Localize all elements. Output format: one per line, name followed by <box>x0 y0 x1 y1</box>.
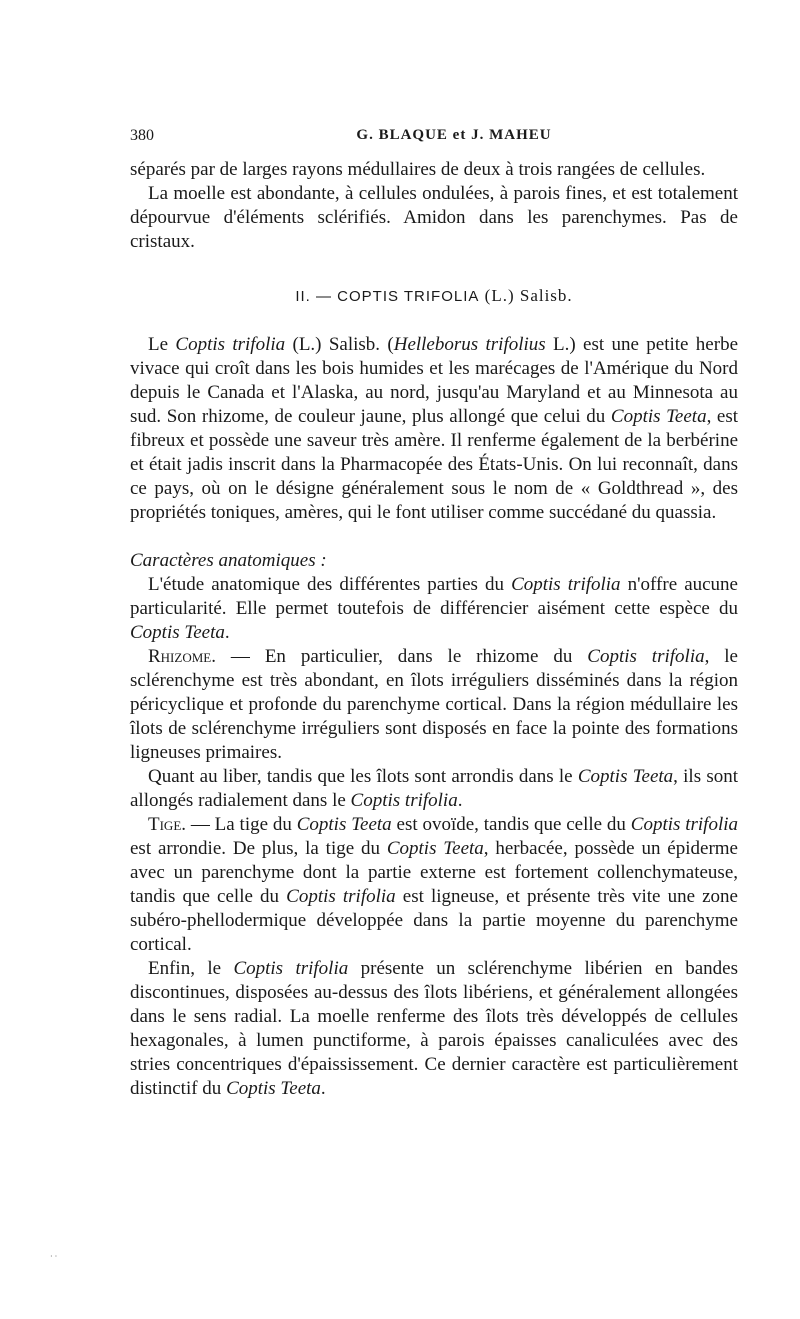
section-title: COPTIS TRIFOLIA <box>337 288 480 305</box>
section-authority: (L.) Salisb. <box>479 286 573 305</box>
rhizome-label: Rhizome. <box>148 646 216 667</box>
section-number: II. — <box>295 288 338 305</box>
paragraph-rhizome: Rhizome. — En particulier, dans le rhizome du Coptis trifolia, le sclérenchyme est très abondant, en îlots irréguliers disséminés dans la région péricyclique et profonde du parenchyme cortical. Dans la région médullaire les îlots de sclérenchyme irréguliers sont disposés en face la pointe des formations ligneuses primaires. <box>130 646 738 763</box>
paragraph-intro: Le Coptis trifolia (L.) Salisb. (Helleborus trifolius L.) est une petite herbe vivace qui croît dans les bois humides et les marécages de l'Amérique du Nord depuis le Canada et l'Alaska, au nord, jusqu'au Maryland et au Minnesota au sud. Son rhizome, de couleur jaune, plus allongé que celui du Coptis Teeta, est fibreux et possède une saveur très amère. Il renferme également de la berbérine et était jadis inscrit dans la Pharmacopée des États-Unis. On lui reconnaît, dans ce pays, où on le désigne généralement sous le nom de « Goldthread », des propriétés toniques, amères, qui le font utiliser comme succédané du quassia. <box>130 334 739 523</box>
running-head-authors: G. BLAQUE et J. MAHEU <box>356 127 552 143</box>
section-heading <box>130 284 738 309</box>
paragraph-anatomy: L'étude anatomique des différentes parties du Coptis trifolia n'offre aucune particularité. Elle permet toutefois de différencier aisément cette espèce du Coptis Teeta. <box>130 574 738 643</box>
paragraph-continuation: séparés par de larges rayons médullaires de deux à trois rangées de cellules. <box>130 159 706 180</box>
tige-label: Tige. <box>148 814 187 835</box>
subheading-anatomy: Caractères anatomiques : <box>130 550 327 571</box>
running-head <box>130 127 738 149</box>
body-text <box>130 158 738 1101</box>
scan-specks: · · <box>50 1252 58 1261</box>
paragraph-enfin: Enfin, le Coptis trifolia présente un sclérenchyme libérien en bandes discontinues, disposées au-dessus des îlots libériens, et généralement allongées dans le sens radial. La moelle renferme des îlots très développés de cellules hexagonales, à lumen punctiforme, à parois épaisses canaliculées avec des stries concentriques d'épaississement. Ce dernier caractère est particulièrement distinctif du Coptis Teeta. <box>130 958 738 1099</box>
paragraph-moelle: La moelle est abondante, à cellules ondulées, à parois fines, et est totalement dépourvue d'éléments sclérifiés. Amidon dans les parenchymes. Pas de cristaux. <box>130 183 738 252</box>
paragraph-liber: Quant au liber, tandis que les îlots sont arrondis dans le Coptis Teeta, ils sont allongés radialement dans le Coptis trifolia. <box>130 766 739 811</box>
paragraph-tige: Tige. — La tige du Coptis Teeta est ovoïde, tandis que celle du Coptis trifolia est arrondie. De plus, la tige du Coptis Teeta, herbacée, possède un épiderme avec un parenchyme dont la partie externe est fortement collenchymateuse, tandis que celle du Coptis trifolia est ligneuse, et présente très vite une zone subéro-phellodermique développée dans la partie moyenne du parenchyme cortical. <box>130 814 739 955</box>
page-number: 380 <box>130 127 154 144</box>
